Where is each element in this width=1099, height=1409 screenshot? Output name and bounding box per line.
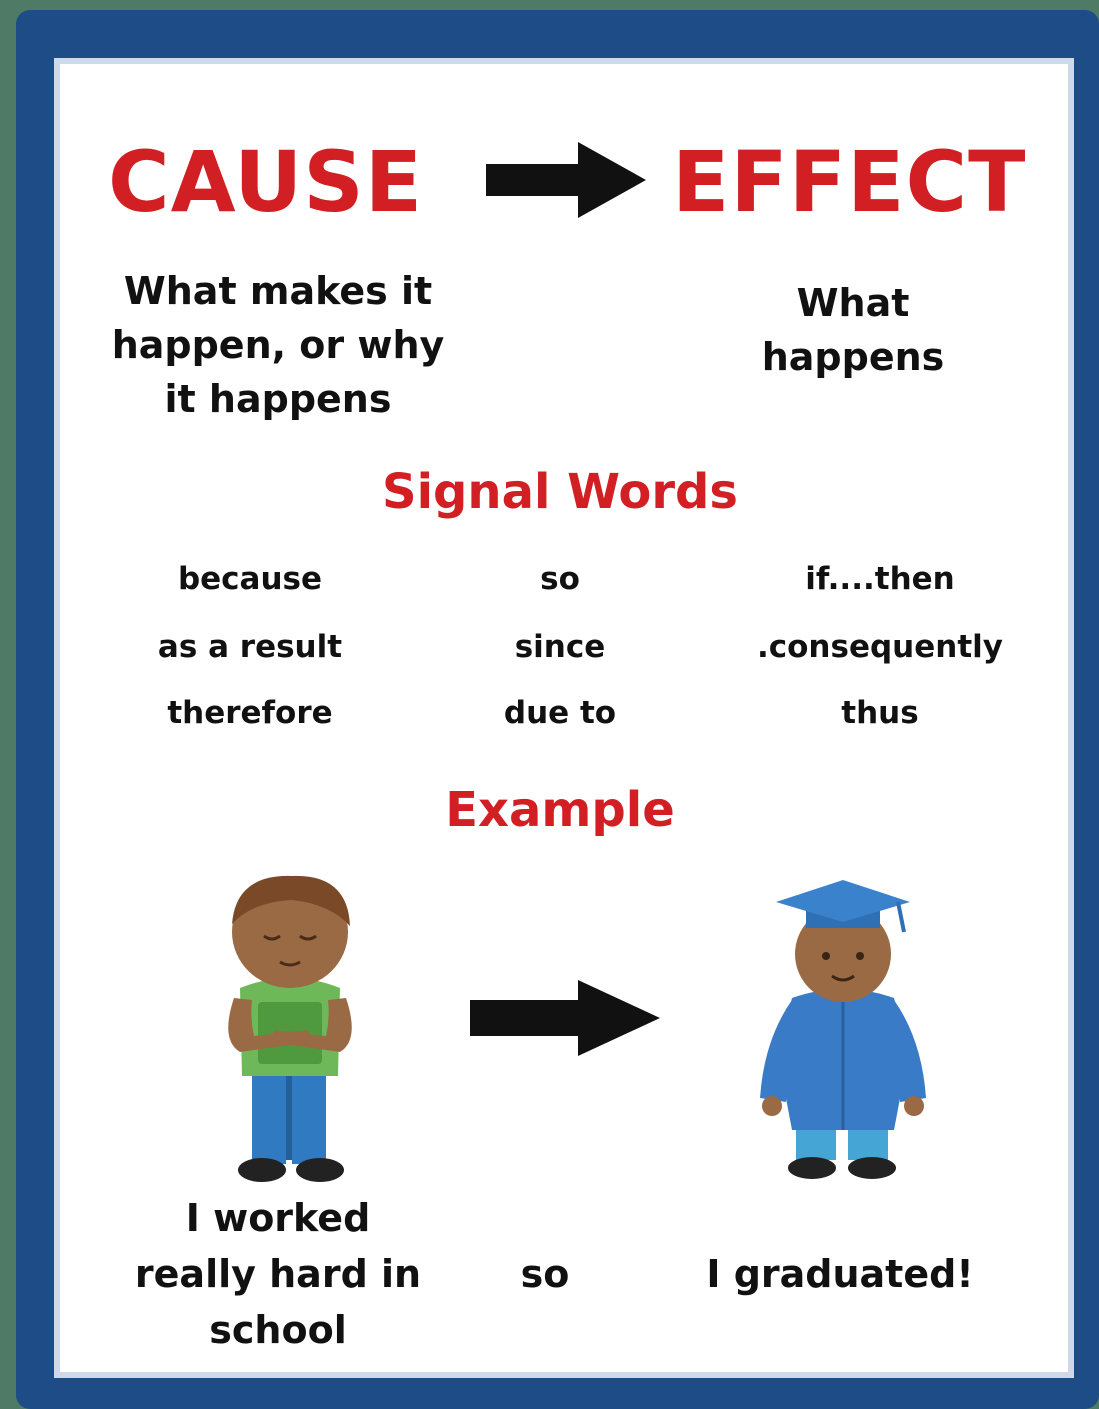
example-effect-text: I graduated!	[706, 1252, 974, 1296]
cause-title: CAUSE	[108, 133, 424, 231]
boy-graduate-illustration	[748, 880, 938, 1190]
signal-word: thus	[841, 695, 919, 731]
effect-description: What happens	[761, 281, 945, 379]
right-arrow-icon	[470, 980, 660, 1056]
signal-word: if....then	[805, 561, 955, 597]
signal-words-heading: Signal Words	[382, 464, 738, 520]
signal-word: .consequently	[756, 629, 1003, 665]
signal-word: therefore	[167, 695, 333, 731]
example-connector-text: so	[520, 1252, 570, 1296]
signal-word: because	[177, 561, 323, 597]
signal-word: due to	[503, 695, 617, 731]
signal-word: as a result	[157, 629, 343, 665]
example-heading: Example	[445, 782, 675, 838]
signal-word: so	[540, 561, 580, 597]
boy-studying-illustration	[200, 870, 380, 1190]
effect-title: EFFECT	[672, 133, 1027, 231]
signal-word: since	[514, 629, 606, 665]
example-cause-text: I worked really hard in school	[134, 1196, 422, 1352]
right-arrow-icon	[486, 142, 646, 218]
cause-description: What makes it happen, or why it happens	[111, 269, 445, 421]
